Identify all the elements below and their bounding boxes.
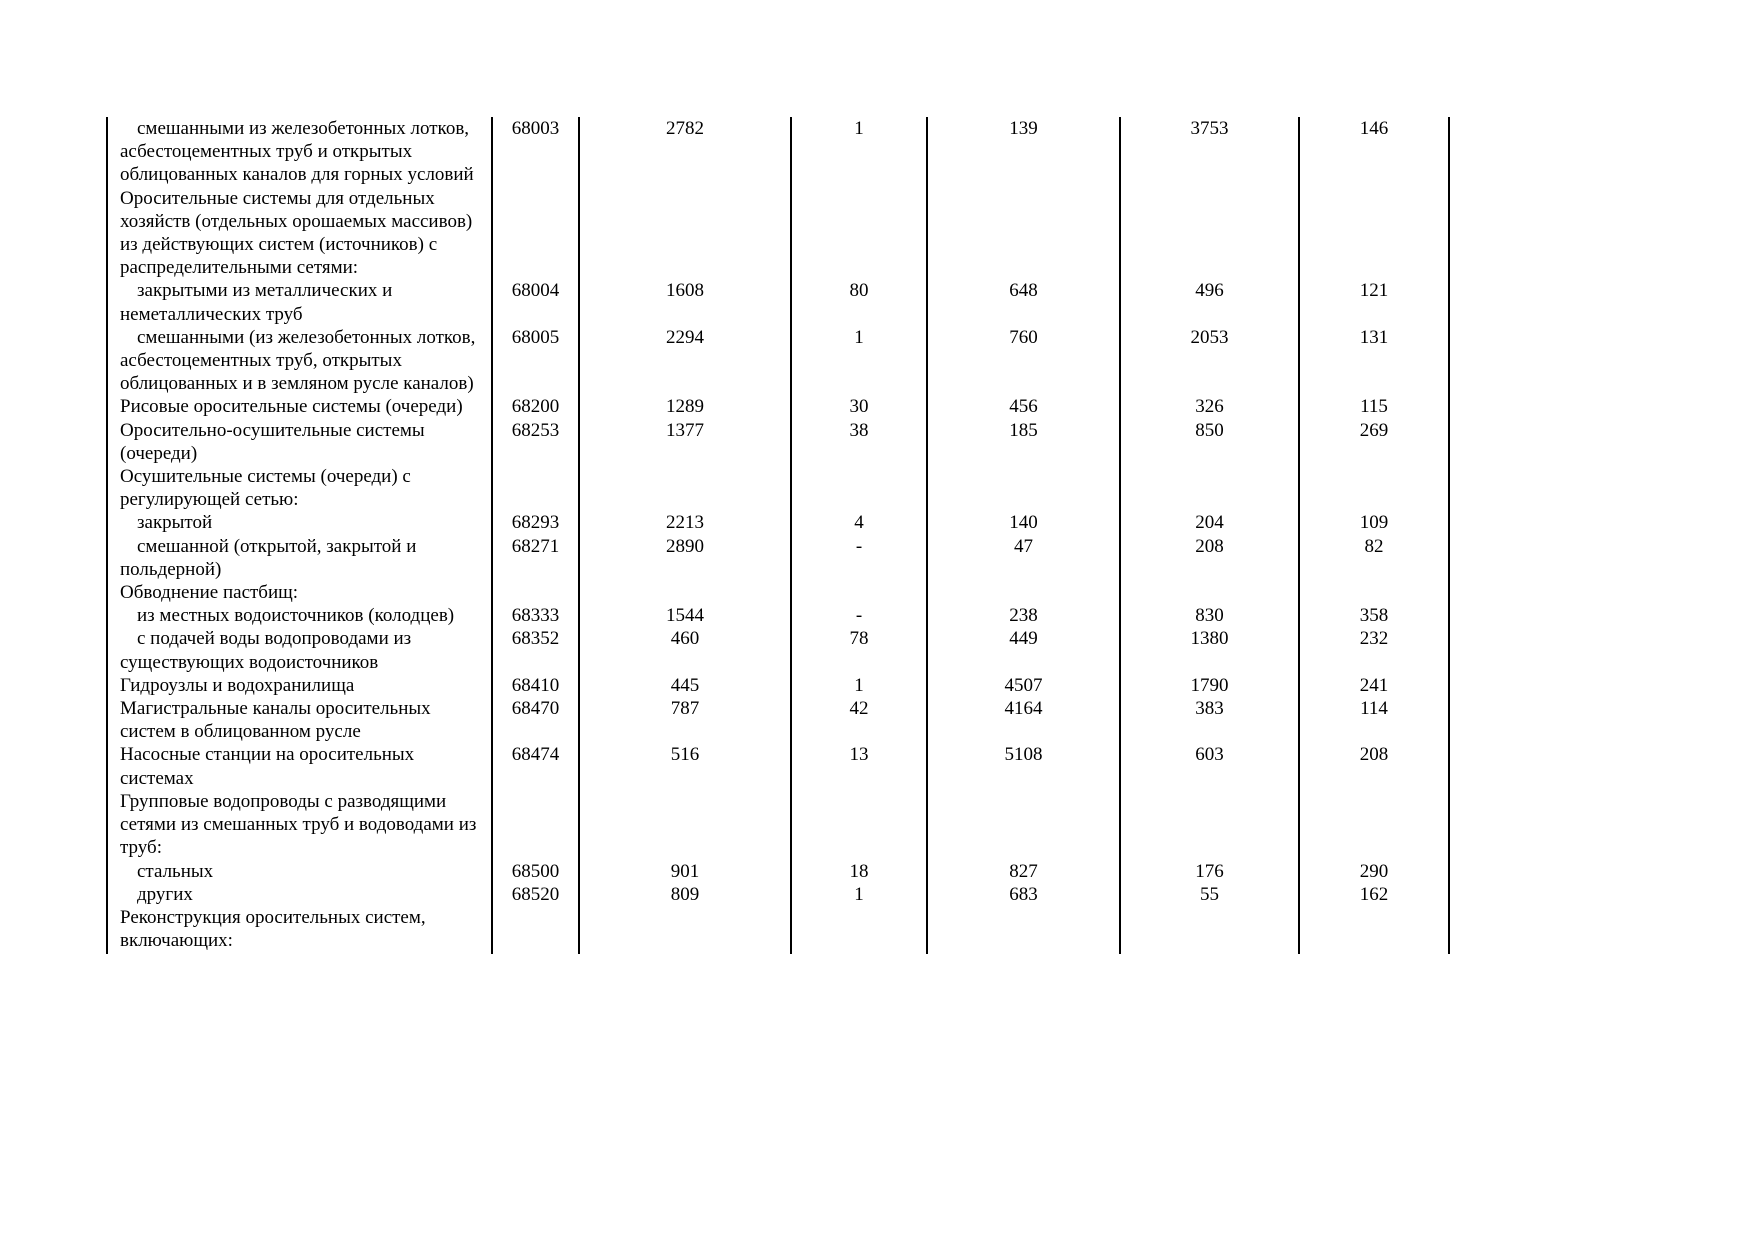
row-value-2 [791,906,927,954]
row-value-5: 131 [1299,326,1449,396]
row-name: Групповые водопроводы с разводящими сетями из смешанных труб и водоводами из труб: [120,790,477,859]
table-row [107,187,1449,280]
row-name-cell [107,674,492,697]
row-name: с подачей воды водопроводами из существующих водоисточников [120,628,412,673]
row-value-4: 208 [1120,535,1299,581]
row-value-1: 1608 [579,279,791,325]
row-value-3: 449 [927,627,1120,673]
row-name-cell [107,395,492,418]
table-row [107,419,1449,465]
row-value-3: 185 [927,419,1120,465]
row-value-4: 176 [1120,860,1299,883]
row-value-4: 3753 [1120,117,1299,187]
row-value-4: 2053 [1120,326,1299,396]
document-page [106,117,1450,954]
row-value-5: 114 [1299,697,1449,743]
row-name-cell [107,279,492,325]
row-name: смешанной (открытой, закрытой и польдерной) [120,535,417,580]
row-value-1: 516 [579,743,791,789]
row-name: Насосные станции на оросительных системах [120,744,415,789]
row-value-3: 5108 [927,743,1120,789]
row-name-cell [107,860,492,883]
row-name-cell [107,419,492,465]
row-value-5: 115 [1299,395,1449,418]
row-value-4: 850 [1120,419,1299,465]
row-value-4: 830 [1120,604,1299,627]
row-value-5: 162 [1299,883,1449,906]
row-value-2: 1 [791,674,927,697]
row-value-4 [1120,906,1299,954]
row-value-3 [927,187,1120,280]
row-value-2: 1 [791,326,927,396]
row-value-2: 1 [791,883,927,906]
table-row [107,860,1449,883]
row-value-4: 603 [1120,743,1299,789]
row-code: 68293 [492,511,579,534]
table-row [107,697,1449,743]
table-row [107,395,1449,418]
row-value-2: 18 [791,860,927,883]
row-value-2: 78 [791,627,927,673]
row-value-2: 38 [791,419,927,465]
row-value-2: 13 [791,743,927,789]
row-value-4 [1120,790,1299,860]
row-code: 68474 [492,743,579,789]
row-code: 68410 [492,674,579,697]
row-code: 68004 [492,279,579,325]
row-name: закрытой [137,512,213,534]
row-name-cell [107,697,492,743]
table-row [107,279,1449,325]
row-value-3 [927,581,1120,604]
row-name-cell [107,883,492,906]
row-value-5: 121 [1299,279,1449,325]
row-value-5: 82 [1299,535,1449,581]
row-name-cell [107,790,492,860]
table-row [107,790,1449,860]
row-value-3: 456 [927,395,1120,418]
row-value-5: 241 [1299,674,1449,697]
row-value-3: 760 [927,326,1120,396]
row-value-1: 1544 [579,604,791,627]
row-value-5: 290 [1299,860,1449,883]
row-value-3: 4507 [927,674,1120,697]
row-value-3: 140 [927,511,1120,534]
table-row [107,674,1449,697]
cost-table [106,117,1450,954]
row-name: стальных [137,860,214,882]
row-value-3 [927,465,1120,511]
table-row [107,535,1449,581]
row-code: 68520 [492,883,579,906]
row-code [492,465,579,511]
row-value-1: 2294 [579,326,791,396]
row-name: Магистральные каналы оросительных систем в облицованном русле [120,698,431,743]
row-value-5: 232 [1299,627,1449,673]
table-row [107,465,1449,511]
row-value-5: 269 [1299,419,1449,465]
row-value-1 [579,187,791,280]
table-row [107,117,1449,187]
row-code: 68352 [492,627,579,673]
table-row [107,581,1449,604]
row-code: 68253 [492,419,579,465]
row-value-1: 2213 [579,511,791,534]
row-name-cell [107,117,492,187]
row-value-4: 204 [1120,511,1299,534]
row-name: других [137,883,193,905]
row-name: Реконструкция оросительных систем, включающих: [120,906,426,952]
row-value-2 [791,790,927,860]
row-value-3: 4164 [927,697,1120,743]
row-value-2: 30 [791,395,927,418]
row-value-1: 460 [579,627,791,673]
row-value-4: 55 [1120,883,1299,906]
table-body [107,117,1449,954]
row-name-cell [107,511,492,534]
row-value-5 [1299,581,1449,604]
row-name-cell [107,326,492,396]
row-value-2: 4 [791,511,927,534]
row-name-cell [107,465,492,511]
row-name-cell [107,743,492,789]
row-code [492,790,579,860]
row-value-3: 683 [927,883,1120,906]
row-value-1: 787 [579,697,791,743]
row-value-1: 2890 [579,535,791,581]
row-value-4: 383 [1120,697,1299,743]
row-name: Оросительно-осушительные системы (очереди) [120,419,425,464]
row-name-cell [107,187,492,280]
row-value-1 [579,465,791,511]
row-name: смешанными из железобетонных лотков, асбестоцементных труб и открытых облицованных каналов для горных условий [120,118,474,186]
row-code: 68271 [492,535,579,581]
row-value-3: 139 [927,117,1120,187]
table-row [107,883,1449,906]
row-value-1 [579,581,791,604]
row-name: смешанными (из железобетонных лотков, асбестоцементных труб, открытых облицованных и в земляном русле каналов) [120,326,476,395]
row-name-cell [107,535,492,581]
row-name-cell [107,604,492,627]
row-code: 68005 [492,326,579,396]
row-name: закрытыми из металлических и неметаллических труб [120,280,393,325]
row-name: Осушительные системы (очереди) с регулирующей сетью: [120,466,411,511]
row-name-cell [107,906,492,954]
row-name-cell [107,627,492,673]
row-value-4 [1120,465,1299,511]
row-value-1: 809 [579,883,791,906]
row-value-1: 2782 [579,117,791,187]
row-code [492,187,579,280]
row-value-2 [791,187,927,280]
row-value-1 [579,790,791,860]
row-value-2: 80 [791,279,927,325]
row-value-2: - [791,535,927,581]
row-value-2: - [791,604,927,627]
row-value-2 [791,581,927,604]
row-value-3: 47 [927,535,1120,581]
row-value-1: 445 [579,674,791,697]
table-row [107,604,1449,627]
row-value-5 [1299,465,1449,511]
row-value-5 [1299,906,1449,954]
row-value-3 [927,906,1120,954]
row-value-3 [927,790,1120,860]
row-value-4: 326 [1120,395,1299,418]
table-row [107,627,1449,673]
row-code: 68333 [492,604,579,627]
table-row [107,743,1449,789]
row-value-5: 358 [1299,604,1449,627]
row-value-4 [1120,581,1299,604]
row-code: 68200 [492,395,579,418]
row-code: 68470 [492,697,579,743]
row-name: Обводнение пастбищ: [120,582,299,604]
row-value-1: 1289 [579,395,791,418]
table-row [107,906,1449,954]
row-value-3: 827 [927,860,1120,883]
row-value-4: 1380 [1120,627,1299,673]
row-value-2: 1 [791,117,927,187]
row-value-1: 901 [579,860,791,883]
row-value-4 [1120,187,1299,280]
row-value-1: 1377 [579,419,791,465]
row-name: Гидроузлы и водохранилища [120,674,355,696]
row-value-3: 648 [927,279,1120,325]
row-code: 68500 [492,860,579,883]
row-value-1 [579,906,791,954]
row-value-5: 146 [1299,117,1449,187]
table-row [107,326,1449,396]
row-code [492,581,579,604]
row-value-5 [1299,790,1449,860]
row-code [492,906,579,954]
row-value-2 [791,465,927,511]
row-value-3: 238 [927,604,1120,627]
row-name-cell [107,581,492,604]
row-name: Оросительные системы для отдельных хозяйств (отдельных орошаемых массивов) из действующих систем (источников) с распределительными сетями: [120,187,473,279]
row-value-2: 42 [791,697,927,743]
row-value-5: 208 [1299,743,1449,789]
row-code: 68003 [492,117,579,187]
row-value-4: 496 [1120,279,1299,325]
row-value-5 [1299,187,1449,280]
row-name: Рисовые оросительные системы (очереди) [120,396,463,418]
row-value-5: 109 [1299,511,1449,534]
row-name: из местных водоисточников (колодцев) [137,605,455,627]
table-row [107,511,1449,534]
row-value-4: 1790 [1120,674,1299,697]
